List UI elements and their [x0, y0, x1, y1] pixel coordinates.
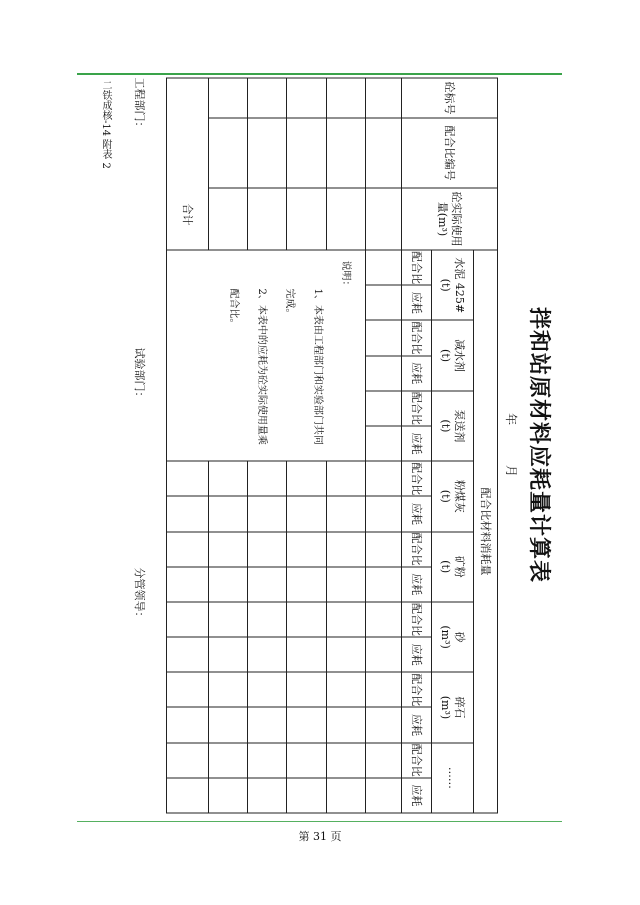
table-cell [209, 637, 248, 672]
table-cell [365, 602, 401, 637]
table-cell [248, 461, 287, 496]
table-cell [167, 778, 209, 813]
table-cell [248, 778, 287, 813]
table-cell [287, 118, 326, 188]
sub-header-consume: 应耗 [402, 778, 432, 813]
table-cell [326, 78, 365, 118]
form-title: 拌和站原材料应耗量计算表 [526, 306, 552, 583]
table-cell [326, 743, 365, 778]
table-cell [326, 496, 365, 531]
material-header: 砂 (m³) [432, 602, 474, 672]
table-cell [287, 637, 326, 672]
engineering-dept-signature: 工程部门： [133, 77, 146, 133]
table-cell [287, 188, 326, 250]
lab-dept-signature: 试验部门： [133, 347, 146, 403]
table-cell [326, 567, 365, 602]
table-cell [365, 188, 401, 250]
table-cell [209, 672, 248, 707]
sub-header-ratio: 配合比 [402, 743, 432, 778]
table-cell [167, 461, 209, 496]
table-cell [287, 78, 326, 118]
table-cell [248, 567, 287, 602]
table-cell [248, 672, 287, 707]
material-header: 矿粉 (t) [432, 532, 474, 602]
sub-header-ratio: 配合比 [402, 602, 432, 637]
table-cell [287, 461, 326, 496]
sub-header-ratio: 配合比 [402, 461, 432, 496]
year-label: 年 [504, 413, 518, 426]
document-code: 二铁成核-14 附表 2 [100, 80, 111, 169]
table-cell [167, 707, 209, 742]
table-cell [248, 707, 287, 742]
table-cell [209, 778, 248, 813]
table-cell [287, 567, 326, 602]
table-cell [248, 188, 287, 250]
header-actual-volume: 砼实际使用量(m³) [402, 188, 498, 250]
table-cell [365, 356, 401, 391]
table-cell [167, 672, 209, 707]
table-cell [209, 707, 248, 742]
table-cell [365, 320, 401, 355]
table-cell [365, 778, 401, 813]
table-cell [365, 743, 401, 778]
sub-header-ratio: 配合比 [402, 250, 432, 285]
material-header: 泵送剂 (t) [432, 391, 474, 461]
table-cell [209, 602, 248, 637]
table-cell [248, 78, 287, 118]
table-cell [287, 672, 326, 707]
table-cell [167, 637, 209, 672]
table-cell [287, 532, 326, 567]
top-green-rule [77, 73, 562, 75]
table-cell [287, 743, 326, 778]
table-cell [365, 461, 401, 496]
table-cell [209, 496, 248, 531]
sub-header-consume: 应耗 [402, 496, 432, 531]
material-header: 碎石 (m³) [432, 672, 474, 742]
header-material-group: 配合比材料消耗量 [474, 250, 498, 813]
material-header: 水泥 425# (t) [432, 250, 474, 320]
table-cell [209, 78, 248, 118]
table-cell [209, 743, 248, 778]
sub-header-ratio: 配合比 [402, 532, 432, 567]
sub-header-consume: 应耗 [402, 637, 432, 672]
table-cell [326, 118, 365, 188]
table-cell [167, 496, 209, 531]
table-row [326, 78, 365, 813]
table-cell [326, 602, 365, 637]
table-cell [209, 118, 248, 188]
sub-header-ratio: 配合比 [402, 391, 432, 426]
table-cell [326, 672, 365, 707]
sub-header-consume: 应耗 [402, 285, 432, 320]
table-cell [365, 672, 401, 707]
table-row [365, 78, 401, 813]
table-cell [248, 637, 287, 672]
table-cell [248, 496, 287, 531]
table-cell [365, 391, 401, 426]
table-cell [287, 778, 326, 813]
table-cell [167, 567, 209, 602]
notes-title: 说明： [339, 260, 351, 291]
header-mix-number: 配合比编号 [402, 118, 498, 188]
table-cell [365, 426, 401, 461]
table-cell [287, 707, 326, 742]
table-cell [365, 532, 401, 567]
table-cell [365, 496, 401, 531]
table-cell [326, 188, 365, 250]
table-cell [209, 567, 248, 602]
table-cell [326, 637, 365, 672]
table-cell [365, 707, 401, 742]
header-concrete-grade: 砼标号 [402, 78, 498, 118]
table-cell [365, 78, 401, 118]
note-item: 1、本表由工程部门和实验部门共同完成。 [283, 288, 323, 445]
month-label: 月 [504, 464, 518, 477]
bottom-green-rule [77, 821, 562, 822]
table-cell [326, 707, 365, 742]
leader-signature: 分管领导： [133, 567, 146, 623]
sub-header-consume: 应耗 [402, 567, 432, 602]
material-header: 减水剂 (t) [432, 320, 474, 390]
sub-header-consume: 应耗 [402, 707, 432, 742]
material-header: 粉煤灰 (t) [432, 461, 474, 531]
table-cell [209, 188, 248, 250]
notes-block [167, 250, 366, 461]
sub-header-consume: 应耗 [402, 426, 432, 461]
material-header: …… [432, 743, 474, 813]
table-cell [326, 778, 365, 813]
table-cell [167, 532, 209, 567]
table-cell [209, 532, 248, 567]
consumption-table [166, 78, 498, 814]
table-cell [365, 567, 401, 602]
total-label: 合计 [167, 78, 209, 250]
table-cell [248, 602, 287, 637]
sub-header-ratio: 配合比 [402, 672, 432, 707]
table-cell [209, 461, 248, 496]
table-cell [287, 602, 326, 637]
table-cell [365, 250, 401, 285]
page-number: 第 31 页 [298, 830, 342, 843]
table-cell [248, 743, 287, 778]
table-cell [365, 118, 401, 188]
table-cell [365, 285, 401, 320]
note-item: 2、本表中的应耗为砼实际使用量乘配合比。 [227, 288, 267, 445]
table-cell [248, 118, 287, 188]
rotated-form [84, 78, 556, 813]
table-cell [287, 496, 326, 531]
date-line [503, 78, 520, 813]
table-cell [365, 637, 401, 672]
table-cell [326, 461, 365, 496]
sub-header-consume: 应耗 [402, 356, 432, 391]
table-cell [167, 743, 209, 778]
table-cell [248, 532, 287, 567]
table-cell [167, 602, 209, 637]
sub-header-ratio: 配合比 [402, 320, 432, 355]
table-cell [326, 532, 365, 567]
